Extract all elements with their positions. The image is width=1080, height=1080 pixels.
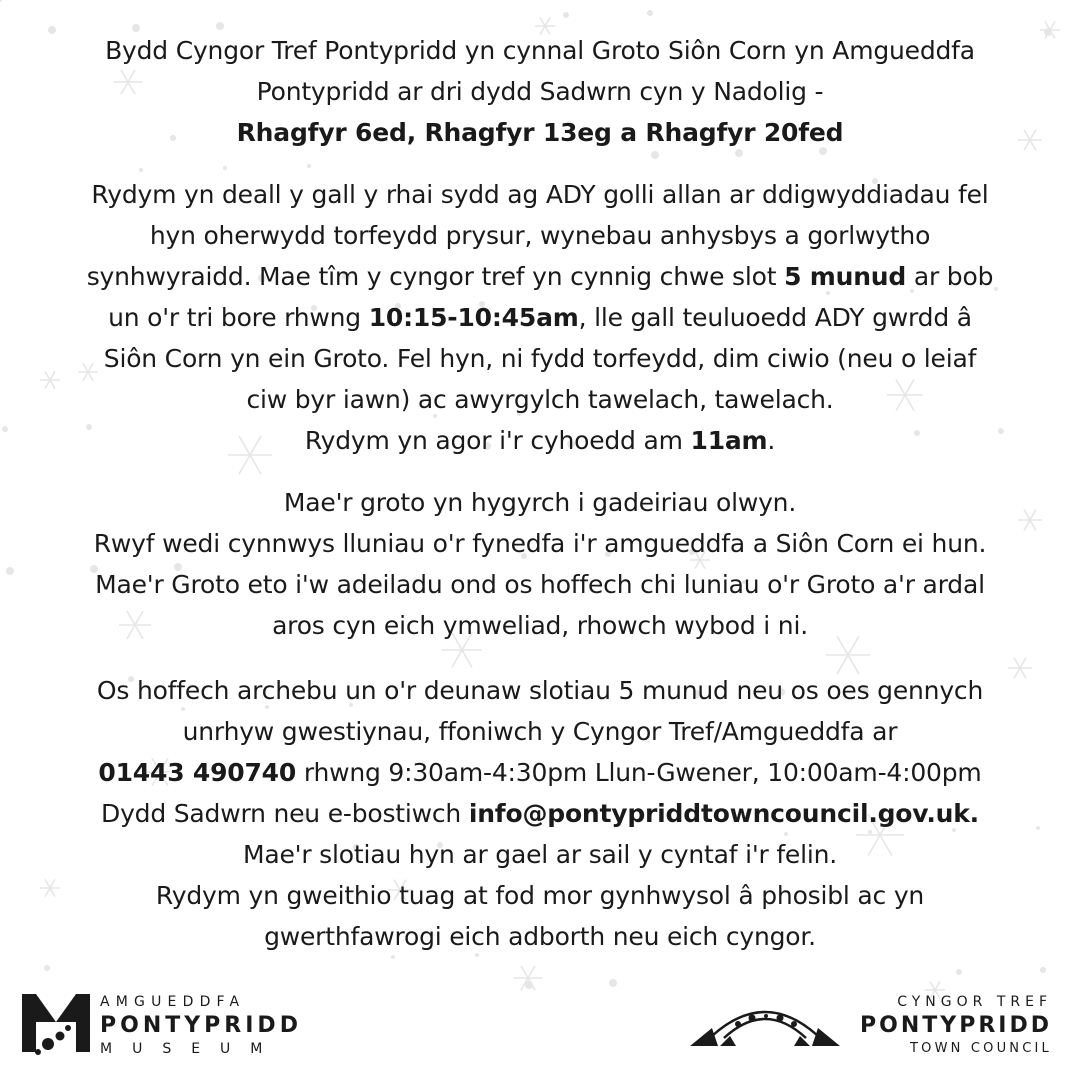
public-opening-time: 11am bbox=[690, 426, 768, 455]
slot-length: 5 munud bbox=[784, 262, 907, 291]
council-logo-english: TOWN COUNCIL bbox=[910, 1041, 1052, 1056]
email-address[interactable]: info@pontypriddtowncouncil.gov.uk. bbox=[468, 799, 979, 828]
sen-line: ciw byr iawn) ac awyrgylch tawelach, tawelach. bbox=[246, 385, 834, 414]
intro-line: Bydd Cyngor Tref Pontypridd yn cynnal Groto Siôn Corn yn Amgueddfa bbox=[105, 36, 975, 65]
opening-text: . bbox=[767, 426, 776, 455]
snow-dot bbox=[525, 981, 533, 989]
sen-line-text: ar bob bbox=[906, 262, 994, 291]
booking-line: unrhyw gwestiynau, ffoniwch y Cyngor Tref/Amgueddfa ar bbox=[182, 717, 898, 746]
museum-logo bbox=[22, 992, 322, 1062]
snow-dot bbox=[223, 166, 227, 170]
booking-line: Os hoffech archebu un o'r deunaw slotiau 5 munud neu os oes gennych bbox=[96, 676, 984, 705]
booking-line: Mae'r slotiau hyn ar gael ar sail y cyntaf i'r felin. bbox=[243, 840, 837, 869]
accessibility-paragraph bbox=[20, 482, 1060, 646]
access-line: Mae'r groto yn hygyrch i gadeiriau olwyn. bbox=[283, 488, 797, 517]
snow-dot bbox=[307, 164, 311, 168]
sen-line-text: synhwyraidd. Mae tîm y cyngor tref yn cynnig chwe slot bbox=[86, 262, 785, 291]
intro-paragraph bbox=[20, 30, 1060, 153]
sen-line: Siôn Corn yn ein Groto. Fel hyn, ni fydd torfeydd, dim ciwio (neu o leiaf bbox=[103, 344, 977, 373]
intro-line: Pontypridd ar dri dydd Sadwrn cyn y Nadolig - bbox=[256, 77, 824, 106]
sen-line: Rydym yn deall y gall y rhai sydd ag ADY golli allan ar ddigwyddiadau fel bbox=[91, 180, 989, 209]
town-council-logo bbox=[690, 992, 1060, 1062]
museum-logo-mark-icon bbox=[22, 992, 90, 1058]
booking-line: gwerthfawrogi eich adborth neu eich cyngor. bbox=[264, 922, 816, 951]
access-line: aros cyn eich ymweliad, rhowch wybod i ni. bbox=[272, 611, 808, 640]
booking-paragraph bbox=[20, 670, 1060, 957]
council-logo-name: PONTYPRIDD bbox=[860, 1013, 1052, 1038]
snow-dot bbox=[0, 0, 2, 2]
opening-text: Rydym yn agor i'r cyhoedd am bbox=[304, 426, 691, 455]
phone-number[interactable]: 01443 490740 bbox=[98, 758, 297, 787]
access-line: Mae'r Groto eto i'w adeiladu ond os hoffech chi luniau o'r Groto a'r ardal bbox=[95, 570, 985, 599]
snow-dot bbox=[139, 168, 143, 172]
museum-logo-english: MUSEUM bbox=[100, 1041, 283, 1057]
town-council-bridge-icon bbox=[690, 1006, 840, 1048]
snow-dot bbox=[216, 22, 224, 30]
museum-logo-name: PONTYPRIDD bbox=[100, 1013, 302, 1038]
snow-dot bbox=[2, 426, 8, 432]
sen-line: hyn oherwydd torfeydd prysur, wynebau anhysbys a gorlwytho bbox=[149, 221, 931, 250]
snow-dot bbox=[563, 12, 569, 18]
event-dates: Rhagfyr 6ed, Rhagfyr 13eg a Rhagfyr 20fed bbox=[236, 118, 844, 147]
booking-line: Rydym yn gweithio tuag at fod mor gynhwysol â phosibl ac yn bbox=[155, 881, 925, 910]
sen-session-time: 10:15-10:45am bbox=[368, 303, 579, 332]
museum-logo-welsh: AMGUEDDFA bbox=[100, 994, 246, 1010]
snow-dot bbox=[1040, 967, 1046, 973]
snow-dot bbox=[44, 965, 50, 971]
snow-dot bbox=[956, 969, 962, 975]
access-line: Rwyf wedi cynnwys lluniau o'r fynedfa i'r amgueddfa a Siôn Corn ei hun. bbox=[93, 529, 987, 558]
snow-dot bbox=[647, 10, 653, 16]
opening-hours: rhwng 9:30am-4:30pm Llun-Gwener, 10:00am-4:00pm bbox=[296, 758, 982, 787]
sen-line-text: un o'r tri bore rhwng bbox=[108, 303, 369, 332]
council-logo-welsh: CYNGOR TREF bbox=[897, 994, 1052, 1010]
sen-paragraph bbox=[20, 174, 1060, 461]
snow-dot bbox=[609, 979, 617, 987]
snow-dot bbox=[6, 567, 14, 575]
booking-line-text: Dydd Sadwrn neu e-bostiwch bbox=[101, 799, 469, 828]
sen-line-text: , lle gall teuluoedd ADY gwrdd â bbox=[578, 303, 972, 332]
